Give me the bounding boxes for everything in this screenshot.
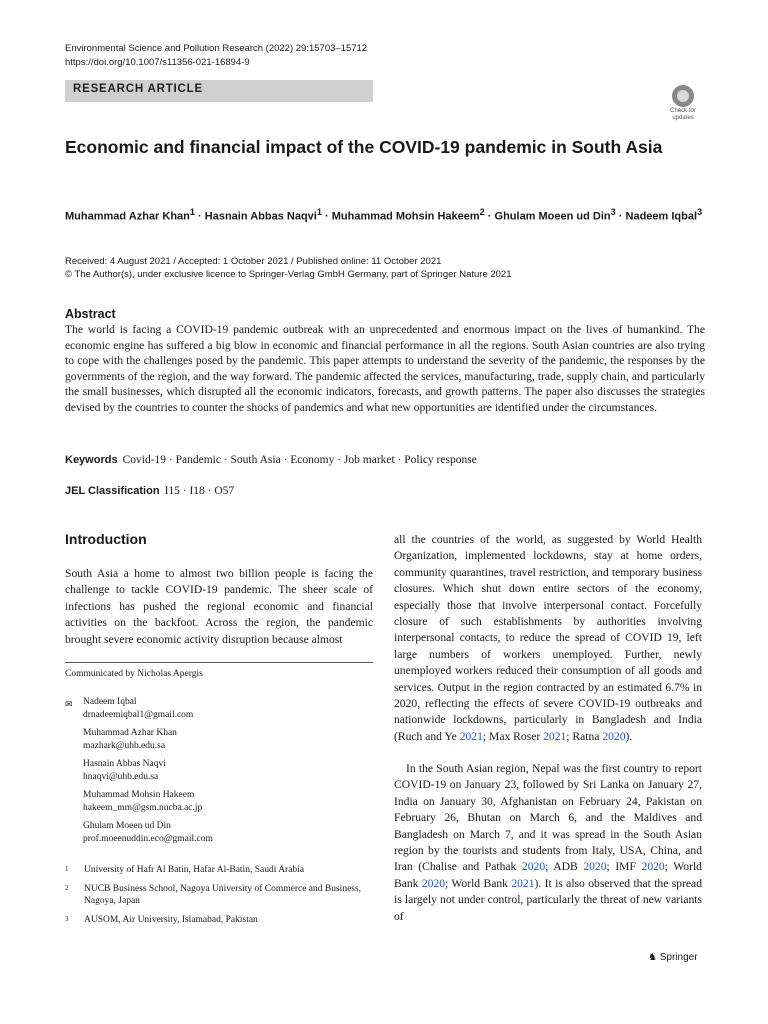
published-date: / Published online: 11 October 2021: [288, 256, 442, 267]
paragraph-text: ; World Bank: [394, 860, 702, 890]
citation-link[interactable]: 2020: [521, 860, 546, 874]
contact-entry: [65, 758, 373, 783]
author-list: Muhammad Azhar Khan$^1$ · Hasnain Abbas Naqvi$^1$ · Muhammad Mohsin Hakeem$^2$ · Ghulam Moeen ud Din$^3$ · Nadeem Iqbal$^3$: [65, 207, 703, 223]
contact-name: Muhammad Mohsin Hakeem: [83, 790, 195, 800]
contact-name: Nadeem Iqbal: [83, 697, 137, 707]
affiliation-entry: [65, 883, 373, 908]
paragraph-text: In the South Asian region, Nepal was the first country to report COVID-19 on January 23, followed by Sri Lanka on January 27, India on January 30, Afghanistan on February 24, Pakistan on February 26, Bhutan on March 6, and the Maldives and Bangladesh on March 7, and it was spread in the South Asian region by the tourists and students from Italy, USA, China, and Iran (Chalise and Pathak: [394, 762, 702, 874]
affiliation-number: 2: [65, 883, 69, 892]
keywords-list: Covid-19 · Pandemic · South Asia · Economy · Job market · Policy response: [122, 454, 477, 466]
citation-link[interactable]: 2020: [421, 876, 446, 890]
abstract-heading: Abstract: [65, 307, 116, 321]
contact-email[interactable]: prof.moeenuddin.eco@gmail.com: [83, 833, 213, 844]
contact-entry: [65, 789, 373, 814]
copyright-line: © The Author(s), under exclusive licence to Springer-Verlag GmbH Germany, part of Springer Nature 2021: [65, 268, 512, 280]
citation-link[interactable]: 2021: [459, 729, 483, 743]
citation-link[interactable]: 2021: [543, 729, 567, 743]
introduction-heading: Introduction: [65, 531, 147, 547]
intro-paragraph-2: [394, 532, 702, 745]
check-updates-label: Check for updates: [670, 108, 696, 121]
author-affiliation: 3: [697, 207, 703, 217]
author-contacts: [65, 696, 373, 851]
author-affiliation: 1: [316, 207, 322, 217]
communicated-by: Communicated by Nicholas Apergis: [65, 669, 203, 679]
paragraph-text: ; World Bank: [445, 876, 512, 890]
author-affiliation: 1: [189, 207, 195, 217]
author-name[interactable]: Hasnain Abbas Naqvi: [204, 210, 317, 223]
author-affiliation: 2: [479, 207, 485, 217]
citation-link[interactable]: 2021: [511, 876, 535, 890]
citation-link[interactable]: 2020: [641, 860, 665, 874]
article-type-banner: [65, 80, 373, 102]
check-for-updates-badge[interactable]: [663, 83, 703, 125]
author-affiliation: 3: [610, 207, 616, 217]
paragraph-text: ; IMF: [606, 860, 642, 874]
contact-entry: [65, 696, 373, 721]
publication-dates: [65, 256, 705, 281]
keywords: [65, 454, 477, 466]
article-type-label: RESEARCH ARTICLE: [73, 83, 203, 95]
affiliation-entry: [65, 914, 373, 927]
envelope-icon: ✉: [65, 699, 73, 709]
journal-header: [65, 42, 367, 70]
citation-link[interactable]: 2020: [602, 729, 626, 743]
jel-codes: I15 · I18 · O57: [164, 485, 235, 497]
citation-link[interactable]: 2020: [583, 860, 607, 874]
contact-email[interactable]: hakeem_mm@gsm.nucba.ac.jp: [83, 802, 203, 813]
paragraph-text: ).: [625, 729, 633, 743]
paragraph-text: ). It is also observed that the spread is largely not under control, particularly the threat of new variants of: [394, 876, 702, 923]
contact-email[interactable]: drnadeemiqbal1@gmail.com: [83, 709, 194, 720]
publisher-name: Springer: [659, 952, 698, 963]
doi-link[interactable]: https://doi.org/10.1007/s11356-021-16894-9: [65, 57, 250, 68]
contact-email[interactable]: mazhark@uhb.edu.sa: [83, 740, 166, 751]
intro-paragraph-1: South Asia a home to almost two billion people is facing the challenge to tackle COVID-19 pandemic. The sheer scale of infections has pushed the regional economic and financial activities on the backfoot. Across the region, the pandemic brought severe economic activity disruption because almost: [65, 567, 373, 646]
contact-name: Ghulam Moeen ud Din: [83, 821, 171, 831]
author-name[interactable]: Ghulam Moeen ud Din: [494, 210, 611, 223]
author-name[interactable]: Muhammad Mohsin Hakeem: [331, 210, 480, 223]
contact-email[interactable]: hnaqvi@uhb.edu.sa: [83, 771, 159, 782]
paragraph-text: ; Ratna: [566, 729, 603, 743]
keywords-label: Keywords: [65, 454, 118, 466]
affiliation-entry: [65, 864, 373, 877]
footnote-divider: [65, 662, 373, 663]
affiliations: [65, 864, 373, 932]
abstract-text: The world is facing a COVID-19 pandemic outbreak with an unprecedented and enormous impact on the lives of humankind. The economic engine has suffered a big blow in economic and financial performance in all the regions. South Asian countries are also trying to cope with the challenges posed by the pandemic. This paper attempts to understand the severity of the pandemic, the responses by the governments of the region, and the way forward. The pandemic affected the services, manufacturing, trade, supply chain, and particularly the small businesses, which disrupted all the economic indicators, forecasts, and growth patterns. The paper also discusses the strategies devised by the countries to counter the shocks of pandemics and what new opportunities are identified under the circumstances.: [65, 323, 705, 414]
paragraph-text: ; Max Roser: [482, 729, 544, 743]
article-title: Economic and financial impact of the COVID-19 pandemic in South Asia: [65, 137, 663, 157]
author-name[interactable]: Muhammad Azhar Khan: [65, 210, 190, 223]
affiliation-number: 1: [65, 865, 69, 873]
jel-classification: [65, 485, 234, 497]
affiliation-text: AUSOM, Air University, Islamabad, Pakistan: [84, 914, 258, 925]
received-date: Received: 4 August 2021 / Accepted: 1 October 2021: [65, 256, 289, 267]
paragraph-text: all the countries of the world, as suggested by World Health Organization, implemented lockdowns, stay at home orders, community quarantines, travel restriction, and temporary business closures. Which shut down entire sectors of the economy, especially those that involve interpersonal contact. Forcefully closure of such establishments by authorities involving interpersonal contacts, to reduce the spread of COVID 19, left large numbers of workers unemployed. Further, newly unemployed workers reduced their consumption of all goods and services. Output in the region contracted by an estimated 6.7% in 2020, reflecting the effects of severe COVID-19 outbreaks and nationwide lockdowns, particularly in Bangladesh and India (Ruch and Ye: [394, 533, 702, 743]
affiliation-number: 3: [65, 914, 69, 923]
affiliation-text: NUCB Business School, Nagoya University of Commerce and Business, Nagoya, Japan: [84, 883, 362, 906]
springer-horse-icon: ♞: [648, 952, 657, 963]
affiliation-text: University of Hafr Al Batin, Hafar Al-Batin, Saudi Arabia: [84, 865, 305, 875]
jel-label: JEL Classification: [65, 485, 160, 497]
paragraph-text: ; ADB: [545, 860, 584, 874]
journal-citation: Environmental Science and Pollution Research (2022) 29:15703–15712: [65, 43, 368, 54]
author-name[interactable]: Nadeem Iqbal: [625, 210, 698, 223]
contact-name: Muhammad Azhar Khan: [83, 728, 177, 738]
contact-name: Hasnain Abbas Naqvi: [83, 759, 166, 769]
publisher-footer: [648, 952, 698, 963]
intro-paragraph-3: [394, 761, 702, 925]
check-updates-icon: [672, 85, 694, 107]
contact-entry: [65, 727, 373, 752]
contact-entry: [65, 820, 373, 845]
